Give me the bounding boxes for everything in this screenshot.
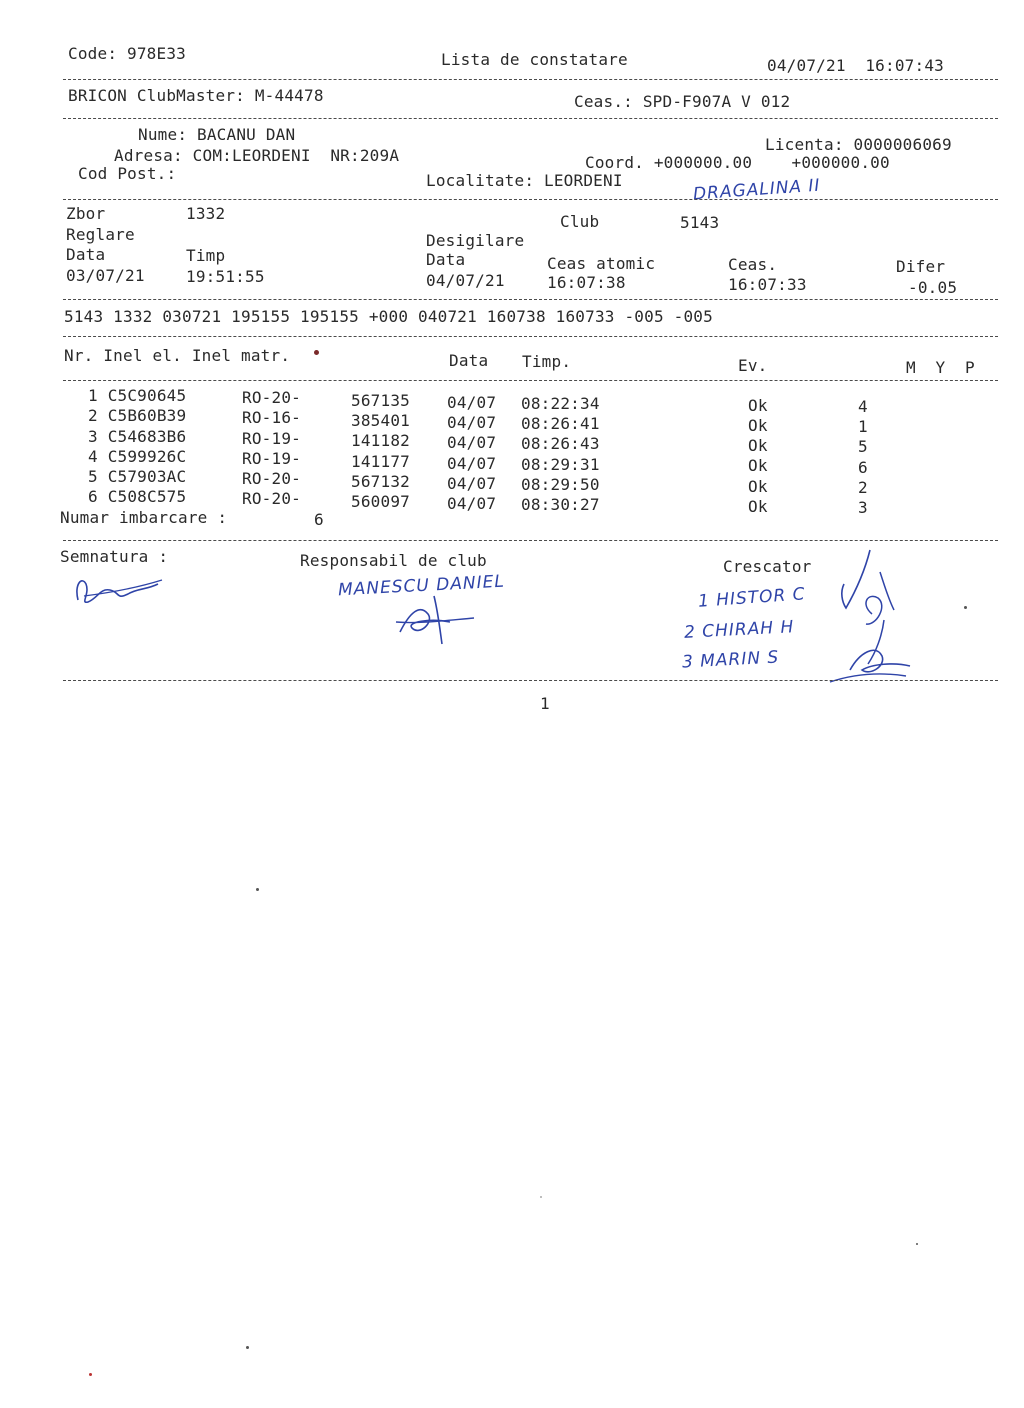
ring-prefix: RO-20- bbox=[242, 469, 301, 488]
divider bbox=[63, 199, 998, 200]
electronic-ring: C599926C bbox=[107, 447, 187, 466]
scan-speck bbox=[89, 1373, 92, 1376]
owner-address: Adresa: COM:LEORDENI NR:209A bbox=[114, 146, 400, 165]
ring-number: 385401 bbox=[351, 411, 410, 430]
event-status: Ok bbox=[748, 396, 768, 415]
scan-speck bbox=[540, 1196, 542, 1198]
arrival-date: 04/07 bbox=[447, 393, 497, 412]
arrival-time: 08:30:27 bbox=[521, 495, 600, 514]
difference-value: -0.05 bbox=[908, 278, 958, 297]
row-number: 5 bbox=[88, 467, 98, 486]
event-status: Ok bbox=[748, 436, 768, 455]
boarding-count: 6 bbox=[314, 510, 324, 529]
club-responsible-label: Responsabil de club bbox=[300, 551, 487, 570]
postal-code: Cod Post.: bbox=[78, 164, 177, 183]
club-responsible-signature bbox=[390, 592, 480, 652]
divider bbox=[63, 336, 998, 337]
ring-number: 567132 bbox=[351, 472, 410, 491]
club-label: Club bbox=[560, 212, 600, 231]
m-value: 4 bbox=[858, 397, 868, 416]
print-datetime: 04/07/21 16:07:43 bbox=[767, 56, 944, 75]
flight-label: Zbor bbox=[66, 204, 106, 223]
table-row bbox=[88, 428, 186, 446]
divider bbox=[63, 118, 998, 119]
owner-license: Licenta: 0000006069 bbox=[765, 135, 952, 154]
table-header-time: Timp. bbox=[522, 352, 572, 371]
divider bbox=[63, 680, 998, 681]
coordinates: Coord. +000000.00 +000000.00 bbox=[585, 153, 890, 172]
electronic-ring: C5C90645 bbox=[107, 386, 187, 405]
scan-speck bbox=[964, 606, 967, 609]
table-header-date: Data bbox=[449, 351, 489, 370]
m-value: 2 bbox=[858, 478, 868, 497]
setting-date: 03/07/21 bbox=[66, 266, 145, 285]
row-number: 2 bbox=[88, 406, 98, 425]
setting-time: 19:51:55 bbox=[186, 267, 265, 286]
unsealing-date: 04/07/21 bbox=[426, 271, 505, 290]
m-value: 1 bbox=[858, 417, 868, 436]
row-number: 6 bbox=[88, 487, 98, 506]
divider bbox=[63, 299, 998, 300]
breeder-label: Crescator bbox=[723, 557, 812, 576]
m-value: 6 bbox=[858, 458, 868, 477]
breeder-entry-3: 3 MARIN S bbox=[681, 647, 780, 673]
ring-number: 141182 bbox=[351, 431, 410, 450]
clock-time: 16:07:33 bbox=[728, 275, 807, 294]
divider bbox=[63, 79, 998, 80]
table-row bbox=[88, 488, 186, 506]
locality-handwritten: DRAGALINA II bbox=[692, 175, 822, 205]
unsealing-date-label: Data bbox=[426, 250, 466, 269]
electronic-ring: C57903AC bbox=[107, 467, 187, 486]
owner-name: Nume: BACANU DAN bbox=[138, 125, 296, 144]
electronic-ring: C508C575 bbox=[107, 487, 187, 506]
event-status: Ok bbox=[748, 497, 768, 516]
arrival-time: 08:29:50 bbox=[521, 475, 600, 494]
atomic-clock-label: Ceas atomic bbox=[547, 254, 656, 273]
ring-number: 141177 bbox=[351, 452, 410, 471]
breeder-entry-2: 2 CHIRAH H bbox=[683, 617, 795, 643]
ring-number: 560097 bbox=[351, 492, 410, 511]
electronic-ring: C54683B6 bbox=[107, 427, 187, 446]
setting-label: Reglare bbox=[66, 225, 135, 244]
event-status: Ok bbox=[748, 477, 768, 496]
setting-time-label: Timp bbox=[186, 246, 226, 265]
document-title: Lista de constatare bbox=[441, 50, 628, 69]
boarding-count-label: Numar imbarcare : bbox=[60, 508, 228, 527]
ink-spot bbox=[314, 350, 319, 355]
row-number: 1 bbox=[88, 386, 98, 405]
club-responsible-name: MANESCU DANIEL bbox=[337, 571, 506, 601]
table-row bbox=[88, 448, 186, 466]
table-row bbox=[88, 387, 186, 405]
arrival-date: 04/07 bbox=[447, 454, 497, 473]
event-status: Ok bbox=[748, 456, 768, 475]
divider bbox=[63, 380, 998, 381]
ring-prefix: RO-20- bbox=[242, 489, 301, 508]
row-number: 4 bbox=[88, 447, 98, 466]
page-number: 1 bbox=[540, 694, 550, 713]
arrival-date: 04/07 bbox=[447, 474, 497, 493]
scan-speck bbox=[246, 1346, 249, 1349]
table-header-rings: Nr. Inel el. Inel matr. bbox=[64, 346, 291, 365]
ring-number: 567135 bbox=[351, 391, 410, 410]
table-row bbox=[88, 468, 186, 486]
arrival-time: 08:26:41 bbox=[521, 414, 600, 433]
divider bbox=[63, 540, 998, 541]
ring-prefix: RO-20- bbox=[242, 388, 301, 407]
table-row bbox=[88, 407, 186, 425]
m-value: 5 bbox=[858, 437, 868, 456]
clubmaster-id: BRICON ClubMaster: M-44478 bbox=[68, 86, 324, 105]
arrival-time: 08:22:34 bbox=[521, 394, 600, 413]
unsealing-label: Desigilare bbox=[426, 231, 525, 250]
flight-number: 1332 bbox=[186, 204, 226, 223]
electronic-ring: C5B60B39 bbox=[107, 406, 187, 425]
arrival-date: 04/07 bbox=[447, 413, 497, 432]
club-number: 5143 bbox=[680, 213, 720, 232]
ring-prefix: RO-19- bbox=[242, 429, 301, 448]
table-header-myp: M Y P bbox=[906, 358, 975, 377]
arrival-time: 08:29:31 bbox=[521, 455, 600, 474]
scan-speck bbox=[256, 888, 259, 891]
table-header-event: Ev. bbox=[738, 356, 768, 375]
ring-prefix: RO-19- bbox=[242, 449, 301, 468]
atomic-clock-time: 16:07:38 bbox=[547, 273, 626, 292]
breeder-entry-1: 1 HISTOR C bbox=[697, 584, 807, 612]
signature-label: Semnatura : bbox=[60, 547, 169, 566]
arrival-date: 04/07 bbox=[447, 494, 497, 513]
locality: Localitate: LEORDENI bbox=[426, 171, 623, 190]
arrival-date: 04/07 bbox=[447, 433, 497, 452]
owner-signature bbox=[70, 570, 170, 615]
m-value: 3 bbox=[858, 498, 868, 517]
scan-speck bbox=[916, 1243, 918, 1245]
breeder-signatures bbox=[810, 544, 920, 689]
ring-prefix: RO-16- bbox=[242, 408, 301, 427]
arrival-time: 08:26:43 bbox=[521, 434, 600, 453]
setting-date-label: Data bbox=[66, 245, 106, 264]
event-status: Ok bbox=[748, 416, 768, 435]
summary-line: 5143 1332 030721 195155 195155 +000 040721 160738 160733 -005 -005 bbox=[64, 307, 713, 326]
code-label: Code: 978E33 bbox=[68, 44, 186, 63]
clock-label: Ceas. bbox=[728, 255, 778, 274]
row-number: 3 bbox=[88, 427, 98, 446]
clock-id: Ceas.: SPD-F907A V 012 bbox=[574, 92, 791, 111]
difference-label: Difer bbox=[896, 257, 946, 276]
